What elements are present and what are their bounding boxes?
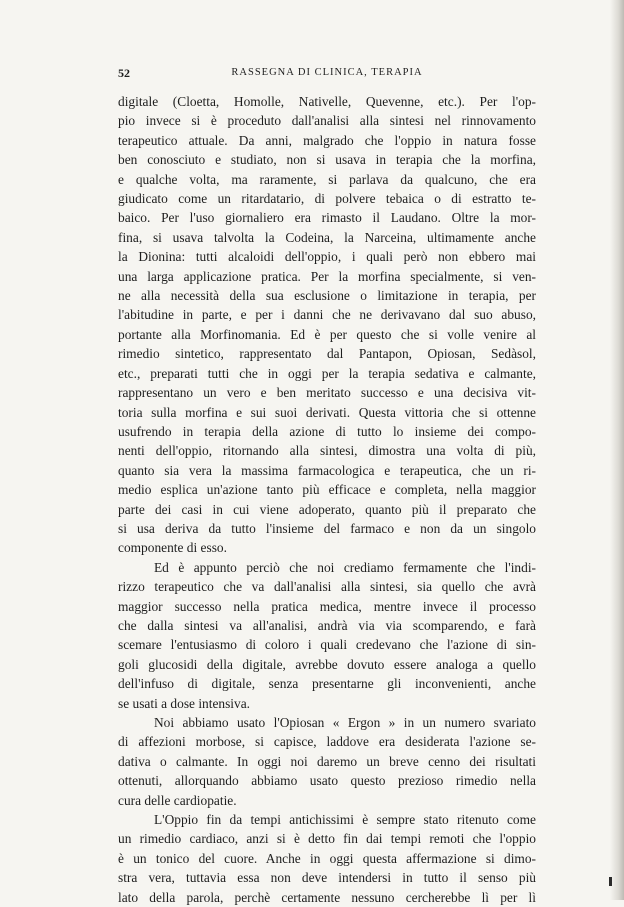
text-line: maggior successo nella pratica medica, mentre invece il processo — [118, 598, 536, 614]
text-line: di affezioni morbose, si capisce, laddove era desiderata l'azione se- — [118, 734, 536, 750]
text-line: l'abitudine in parte, e per i danni che ne derivavano dal suo abuso, — [118, 307, 536, 323]
scan-page-edge — [610, 0, 624, 900]
text-line: toria sulla morfina e sui suoi derivati. Questa vittoria che si ottenne — [118, 404, 536, 420]
text-line: medio esplica un'azione tanto più efficace e completa, nella maggior — [118, 482, 536, 498]
text-line: se usati a dose intensiva. — [118, 695, 251, 711]
text-line: giudicato come un ritardatario, di polvere tebaica o di estratto te- — [118, 191, 536, 207]
text-line: ne alla necessità della sua esclusione o limitazione in terapia, per — [118, 288, 536, 304]
text-line: che dalla sintesi va all'analisi, andrà via via scomparendo, e farà — [118, 617, 536, 633]
text-line: dell'infuso di digitale, senza presentarne gli inconvenienti, anche — [118, 676, 536, 692]
text-line: rimedio sintetico, rappresentato dal Pantapon, Opiosan, Sedàsol, — [118, 346, 536, 362]
text-line: ottenuti, allorquando abbiamo usato questo prezioso rimedio nella — [118, 773, 536, 789]
text-line: ben conosciuto e studiato, non si usava in terapia che la morfina, — [118, 152, 536, 168]
page-header — [118, 66, 536, 82]
text-line: e qualche volta, ma raramente, si parlava da qualcuno, che era — [118, 171, 536, 187]
text-line: nenti dell'oppio, ritornando alla sintesi, dimostra una volta di più, — [118, 443, 536, 459]
page-number: 52 — [118, 66, 130, 80]
text-line: terapeutico attuale. Da anni, malgrado che l'oppio in natura fosse — [118, 132, 536, 148]
text-line: lato della parola, perchè certamente nessuno cercherebbe lì per lì — [118, 889, 536, 905]
text-line: la Dionina: tutti alcaloidi dell'oppio, i quali però non ebbero mai — [118, 249, 536, 265]
text-line: dativa o calmante. In oggi noi daremo un breve cenno dei risultati — [118, 753, 536, 769]
text-line: Noi abbiamo usato l'Opiosan « Ergon » in un numero svariato — [154, 715, 536, 730]
body-text — [118, 92, 536, 907]
text-line: stra vera, tuttavia essa non deve intendersi in tutto il senso più — [118, 870, 536, 886]
text-line: baico. Per l'uso giornaliero era rimasto il Laudano. Oltre la mor- — [118, 210, 536, 226]
text-line: parte dei casi in cui viene adoperato, quanto più il preparato che — [118, 501, 536, 517]
text-line: L'Oppio fin da tempi antichissimi è sempre stato ritenuto come — [154, 812, 536, 828]
running-title: RASSEGNA DI CLINICA, TERAPIA — [231, 67, 423, 78]
paragraph-2 — [118, 558, 536, 713]
text-line: pio invece si è proceduto dall'analisi alla sintesi nel rinnovamento — [118, 113, 536, 129]
paragraph-4 — [118, 810, 536, 907]
text-line: digitale (Cloetta, Homolle, Nativelle, Quevenne, etc.). Per l'op- — [118, 94, 536, 109]
paragraph-1 — [118, 92, 536, 558]
text-line: si usa deriva da tutto l'insieme del farmaco e non da un singolo — [118, 520, 536, 536]
text-line: portante alla Morfinomania. Ed è per questo che si volle venire al — [118, 326, 536, 342]
text-line: rappresentano un vero e ben meritato successo e una decisiva vit- — [118, 385, 536, 401]
text-line: fina, si usava talvolta la Codeina, la Narceina, ultimamente anche — [118, 229, 536, 245]
text-line: goli glucosidi della digitale, avrebbe dovuto essere analoga a quello — [118, 656, 536, 672]
text-line: una larga applicazione pratica. Per la morfina specialmente, si ven- — [118, 268, 536, 284]
text-line: usufrendo in terapia della azione di tutto lo insieme dei compo- — [118, 423, 536, 439]
text-line: cura delle cardiopatie. — [118, 792, 237, 808]
text-line: etc., preparati tutti che in oggi per la terapia sedativa e calmante, — [118, 365, 536, 381]
text-line: Ed è appunto perciò che noi crediamo fermamente che l'indi- — [154, 559, 536, 575]
text-line: componente di esso. — [118, 540, 227, 556]
scan-edge-mark — [609, 877, 612, 886]
text-line: quanto sia vera la massima farmacologica e terapeutica, che un ri- — [118, 462, 536, 478]
text-line: un rimedio cardiaco, anzi si è detto fin dai tempi remoti che l'oppio — [118, 831, 536, 847]
paragraph-3 — [118, 713, 536, 810]
text-line: è un tonico del cuore. Anche in oggi questa affermazione si dimo- — [118, 850, 536, 866]
text-line: rizzo terapeutico che va dall'analisi alla sintesi, sia quello che avrà — [118, 579, 536, 595]
text-line: scemare l'entusiasmo di coloro i quali credevano che l'azione di sin- — [118, 637, 536, 653]
